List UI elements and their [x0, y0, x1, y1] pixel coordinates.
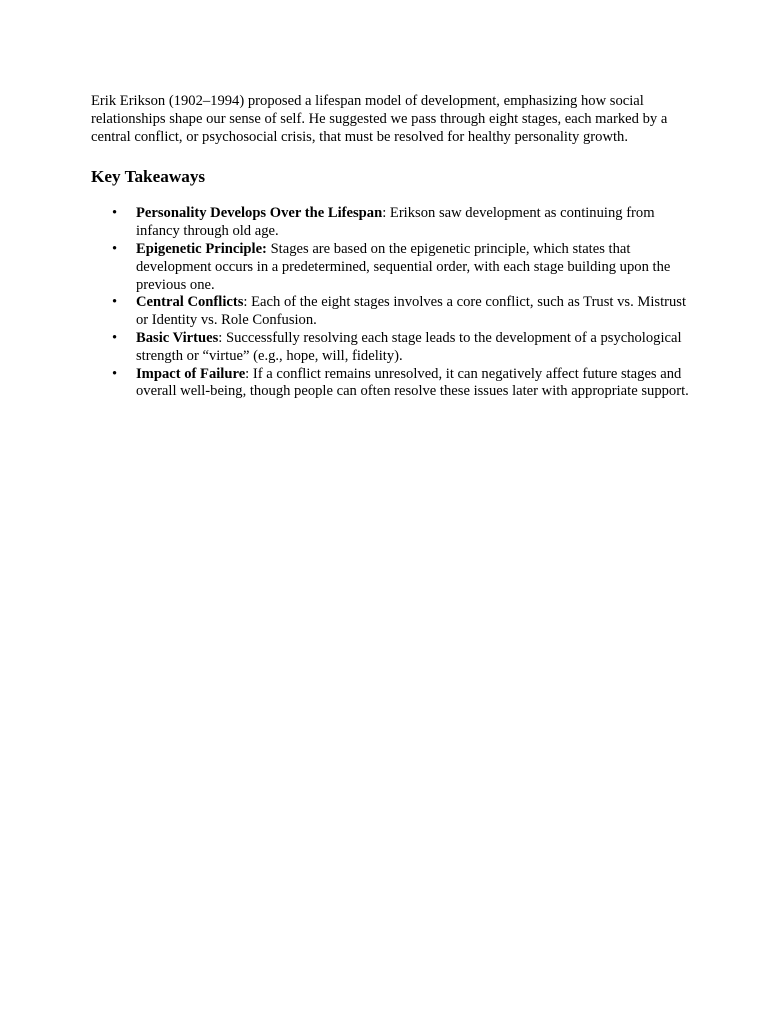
takeaway-term: Impact of Failure	[136, 365, 246, 382]
takeaway-term: Central Conflicts	[136, 294, 244, 311]
bullet-icon: •	[112, 329, 118, 346]
intro-paragraph: Erik Erikson (1902–1994) proposed a lifespan model of development, emphasizing how social relationships shape our sense of self. He suggested we pass through eight stages, each marked by a central conflict, or psychosocial crisis, that must be resolved for healthy personality growth.	[91, 93, 668, 145]
takeaway-separator: :	[382, 205, 387, 222]
takeaway-text: If a conflict remains unresolved, it can negatively affect future stages and overall well-being, though people can often resolve these issues later with appropriate support.	[136, 365, 689, 400]
key-takeaways-list	[91, 205, 691, 401]
bullet-icon: •	[112, 205, 118, 222]
bullet-icon: •	[112, 294, 118, 311]
takeaway-text: Each of the eight stages involves a core conflict, such as Trust vs. Mistrust or Identity vs. Role Confusion.	[136, 294, 687, 329]
takeaway-term: Personality Develops Over the Lifespan	[136, 205, 383, 222]
key-takeaways-heading: Key Takeaways	[91, 167, 206, 187]
takeaway-separator: :	[218, 329, 223, 346]
list-item-epigenetic	[112, 240, 691, 294]
list-item-central-conflicts	[112, 294, 691, 330]
list-item-basic-virtues	[112, 329, 691, 366]
bullet-icon: •	[112, 365, 118, 382]
takeaway-term: Epigenetic Principle:	[136, 240, 267, 257]
takeaway-text: Successfully resolving each stage leads to the development of a psychological strength or “virtue” (e.g., hope, will, fidelity).	[136, 329, 682, 364]
takeaway-separator: :	[245, 365, 250, 382]
takeaway-term: Basic Virtues	[136, 329, 219, 346]
document-page	[91, 93, 691, 401]
takeaway-separator: :	[243, 294, 248, 311]
bullet-icon: •	[112, 240, 118, 257]
list-item-impact-of-failure	[112, 365, 691, 402]
list-item-lifespan	[112, 205, 691, 241]
takeaway-text: Stages are based on the epigenetic principle, which states that development occurs in a predetermined, sequential order, with each stage building upon the previous one.	[136, 240, 671, 293]
takeaway-text: Erikson saw development as continuing from infancy through old age.	[136, 205, 655, 240]
